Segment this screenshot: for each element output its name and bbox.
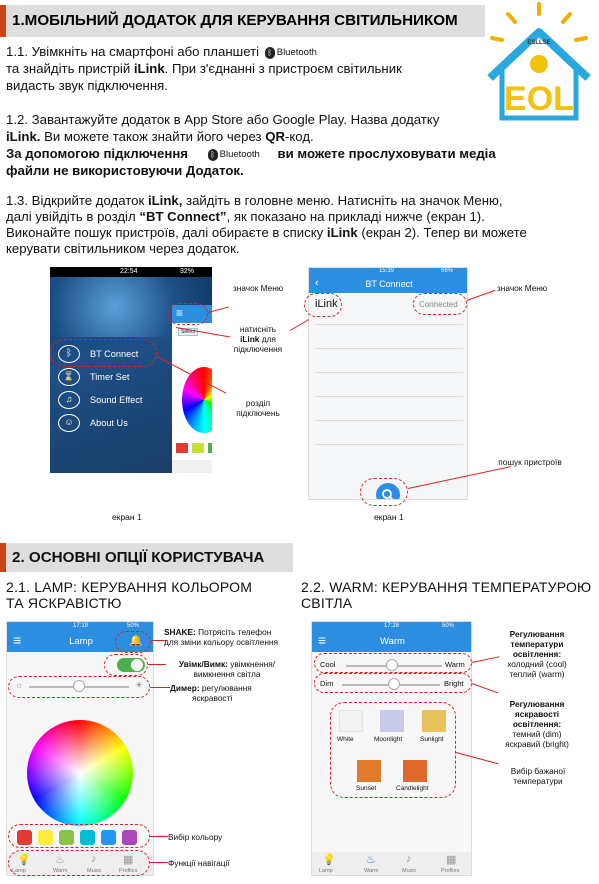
preset-white-label: White [337,736,354,743]
logo-brand: ESLLSE [527,40,551,46]
nav-profiles[interactable]: Profiles [441,868,460,874]
screen4-title: Warm [380,636,405,647]
screen4-battery: 50% [442,623,455,629]
screen3-time: 17:19 [73,623,89,629]
screen1-caption: екран 1 [112,512,142,522]
connector-line [148,664,166,665]
brightness-highlight [314,673,472,693]
connection-status: Connected [419,300,458,309]
note-choose-temp: Вибір бажаної температури [510,766,566,786]
preset-sunset-label: Sunset [356,785,377,792]
swatch-highlight [8,824,150,848]
p1-3-line3: Виконайте пошук пристроїв, далі обираєте в списку iLink (екран 2). Тепер ви можете [6,225,527,240]
temperature-highlight [314,653,472,673]
connector-line [467,290,496,301]
timer-icon: ⌛ [58,368,80,386]
screen2-title: BT Connect [365,279,413,289]
preset-moonlight-label: Moonlight [374,736,403,743]
screen2-ilink-highlight [304,293,342,317]
nav-music[interactable]: Music [402,868,417,874]
bluetooth-icon: ᛒ [58,345,80,363]
note-section: розділ підключень [236,398,280,418]
note-onoff: Увімк/Вимк: увімкнення/ вимкнення світла [178,659,276,679]
connector-line [472,656,500,663]
equalizer-icon: ♫ [58,391,80,409]
bluetooth-icon: ᛒ Bluetooth [208,146,260,163]
profiles-icon[interactable]: ▦ [123,854,134,866]
screen2-battery: 66% [441,268,454,274]
toggle-highlight [104,654,148,676]
warm-label: Warm [445,660,465,669]
device-ilink[interactable]: iLink [315,298,338,310]
menu-item-about-us[interactable]: About Us [90,418,128,428]
warm-icon[interactable]: ♨ [55,854,65,866]
screen4-titlebar [312,632,472,652]
preset-sunlight-label: Sunlight [420,736,444,743]
screen3-title: Lamp [69,636,93,647]
music-icon[interactable]: ♪ [91,853,97,865]
dim-label: Dim [320,679,334,688]
warm-icon[interactable]: ♨ [366,854,376,866]
screen1-time: 22:54 [120,268,138,275]
connector-line [150,836,168,837]
note-temperature: Регулювання температури освітлення: холодний (cool) теплий (warm) [507,629,567,679]
note-tap-ilink: натисніть iLink для підключення [233,324,283,354]
note-search-devices: пошук пристроїв [498,457,562,467]
nav-music[interactable]: Music [87,868,102,874]
connector-line [290,319,310,331]
note-nav-func: Функції навігації [168,858,230,868]
brightness-low-icon: ☼ [15,680,24,690]
menu-item-timer-set[interactable]: Timer Set [90,372,130,382]
connector-line [150,862,168,863]
nav-profiles[interactable]: Profiles [119,868,138,874]
note-menu-icon-2: значок Меню [497,283,548,293]
screen2-caption: екран 1 [374,512,404,522]
lamp-icon[interactable]: 💡 [17,854,31,866]
shake-highlight [115,631,151,653]
screen1-swatch[interactable] [192,443,204,453]
bluetooth-icon: ᛒ Bluetooth [265,44,317,61]
presets-highlight [330,702,456,798]
nav-warm[interactable]: Warm [53,868,68,874]
lamp-icon[interactable]: 💡 [322,854,336,866]
section2-heading-bar [0,543,293,572]
color-wheel[interactable] [27,720,133,826]
menu-item-sound-effect[interactable]: Sound Effect [90,395,143,405]
p1-1-line1: 1.1. Увімкніть на смартфоні або планшеті ᛒ Bluetooth [6,43,319,61]
brightness-high-icon: ☀ [135,680,144,690]
p1-1-line2: та знайдіть пристрій iLink. При з'єднанні з пристроєм світильник [6,61,402,76]
nav-lamp[interactable]: Lamp [319,868,333,874]
p1-2-line4: файли не використовуючи Додаток. [6,163,244,178]
p1-2-line1: 1.2. Завантажуйте додаток в App Store або Google Play. Назва додатку [6,112,440,127]
p1-2-line2: iLink. Ви можете також знайти його через QR-код. [6,129,314,144]
logo-mark: EOL [504,80,574,118]
section1-heading: 1.МОБІЛЬНИЙ ДОДАТОК ДЛЯ КЕРУВАННЯ СВІТИЛЬНИКОМ [12,12,458,29]
screen2-titlebar [309,276,468,293]
nav-highlight [8,850,150,876]
user-icon: ☺ [58,414,80,432]
screen1-select-label[interactable]: Select [178,328,198,336]
connector-line [472,683,499,694]
screen2-search-highlight [360,478,408,506]
note-menu-icon: значок Меню [232,283,284,293]
screen4-nav-bar [312,852,472,876]
screen2-time: 15:39 [379,268,395,274]
dimmer-highlight [8,676,150,698]
profiles-icon[interactable]: ▦ [446,854,457,866]
screen1-bt-highlight [50,339,157,367]
note-color-pick: Вибір кольору [168,832,223,842]
nav-warm[interactable]: Warm [364,868,379,874]
preset-candlelight-label: Candlelight [396,785,429,792]
shake-icon[interactable]: 🔔 [129,635,143,647]
screen1-battery: 32% [180,268,195,275]
sub-lamp-title: 2.1. LAMP: КЕРУВАННЯ КОЛЬОРОМ ТА ЯСКРАВІСТЮ [6,579,253,611]
hamburger-icon[interactable]: ≡ [13,632,22,648]
screen1-panel-nav [172,460,212,473]
hamburger-icon[interactable]: ≡ [318,632,327,648]
screen1-swatch[interactable] [176,443,188,453]
bright-label: Bright [444,679,464,688]
esllse-logo [482,0,597,125]
nav-lamp[interactable]: Lamp [12,868,26,874]
section2-heading: 2. ОСНОВНІ ОПЦІЇ КОРИСТУВАЧА [12,549,265,566]
screen4-time: 17:28 [384,623,400,629]
connector-line [150,687,170,688]
sub-warm-title: 2.2. WARM: КЕРУВАННЯ ТЕМПЕРАТУРОЮ СВІТЛА [301,579,592,611]
cool-label: Cool [320,660,336,669]
screen1-menu-highlight [168,303,208,325]
p1-3-line1: 1.3. Відкрийте додаток iLink, зайдіть в головне меню. Натисніть на значок Меню, [6,193,503,208]
p1-2-line3: За допомогою підключення ᛒ Bluetooth ви можете прослуховувати медіа [6,145,496,163]
screen1-phone [50,267,212,473]
p1-3-line4: керувати світильником через додаток. [6,241,240,256]
p1-1-line3: видасть звук підключення. [6,78,168,93]
screen1-swatch[interactable] [208,443,212,453]
screen2-connected-highlight [413,293,467,315]
music-icon[interactable]: ♪ [406,853,412,865]
note-shake: SHAKE: Потрясіть телефон для зміни кольору освітлення [164,627,279,647]
screen3-battery: 50% [127,623,140,629]
menu-item-bt-connect[interactable]: BT Connect [90,349,139,359]
section1-heading-bar [0,5,485,37]
p1-3-line2: далі увійдіть в розділ “BT Connect”, як показано на прикладі нижче (екран 1). [6,209,485,224]
back-arrow-icon[interactable]: ‹ [315,277,319,289]
hamburger-icon[interactable]: ≡ [176,306,184,320]
note-brightness: Регулювання яскравості освітлення: темний (dim) яскравий (bright) [505,699,569,749]
note-dimmer: Димер: регулювання яскравості [170,683,252,703]
